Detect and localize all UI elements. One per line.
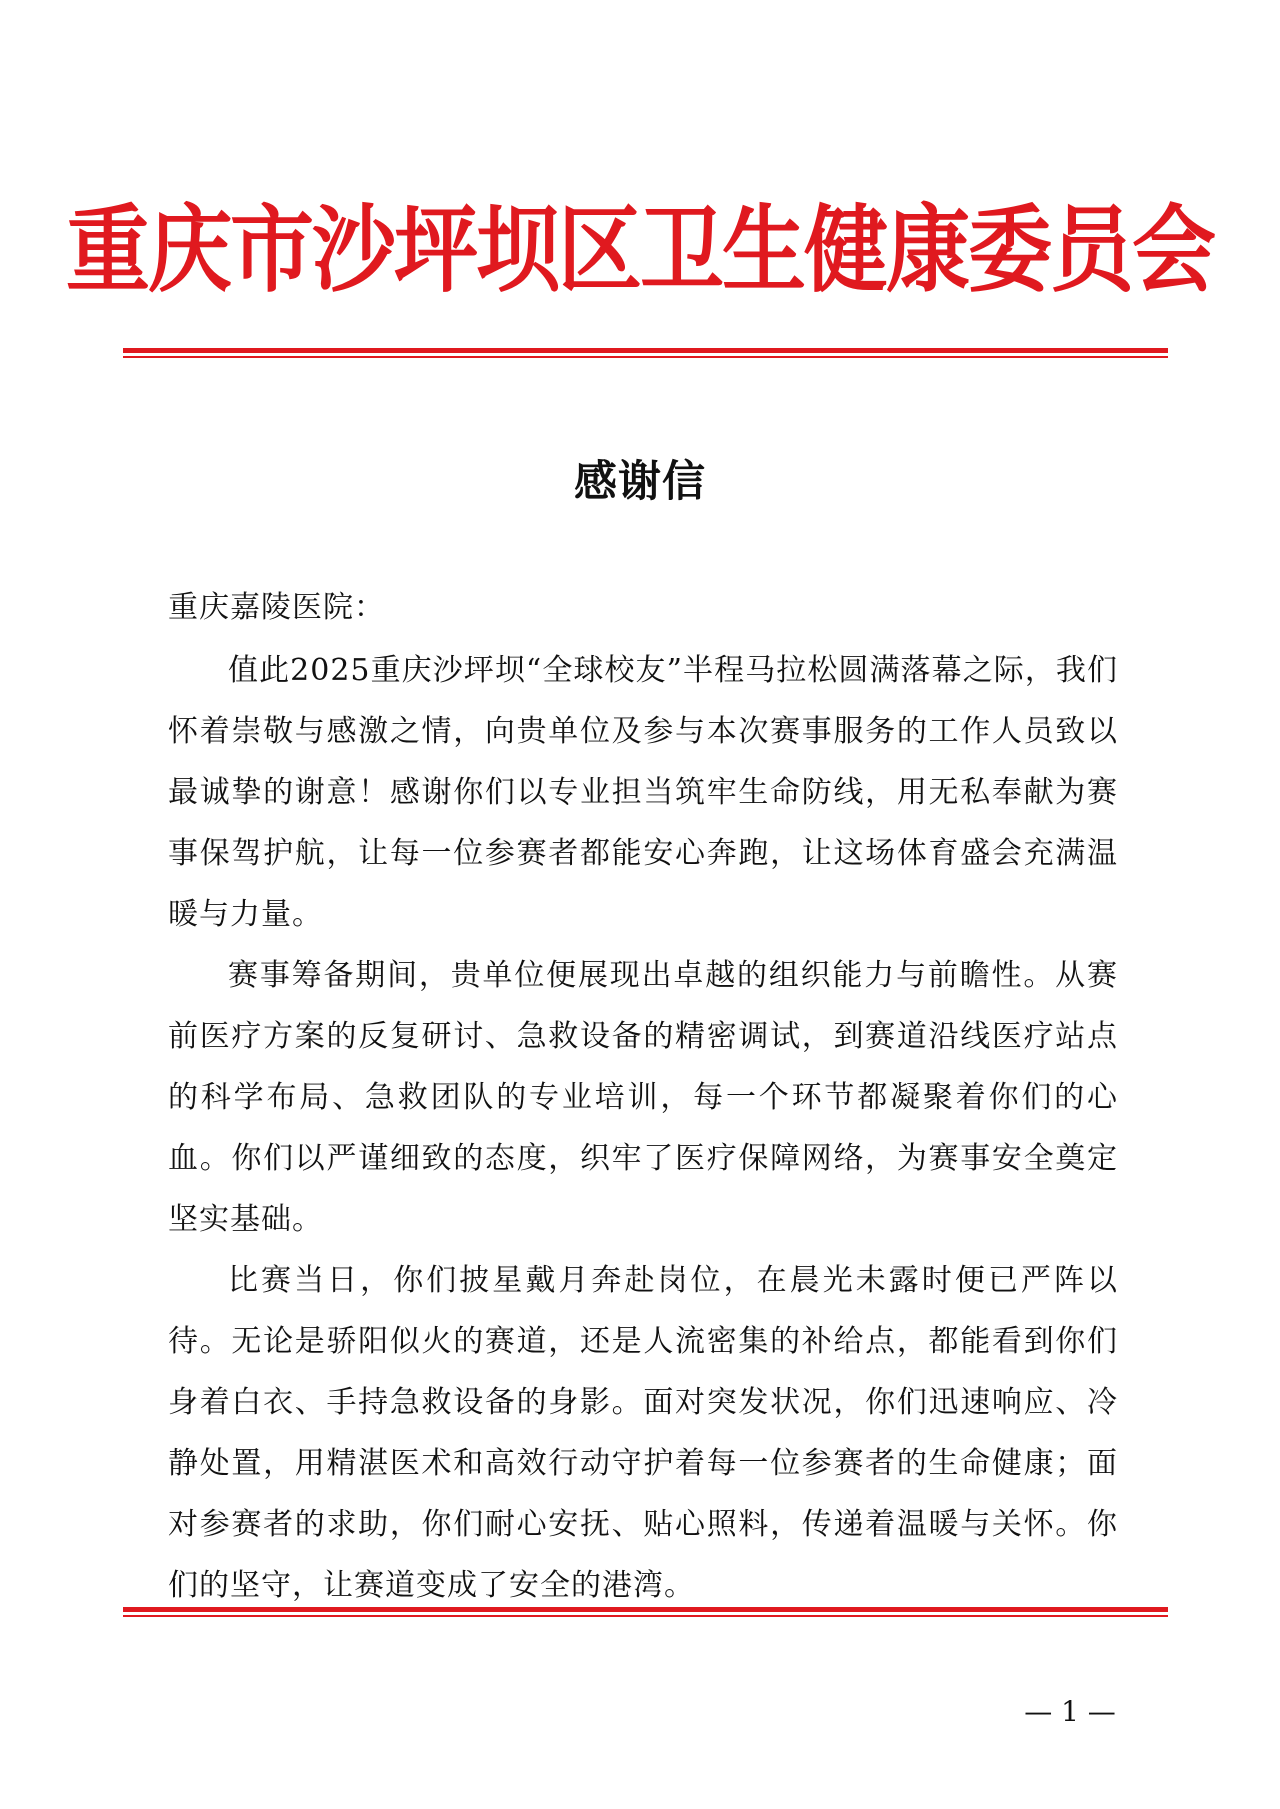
letterhead-title: 重庆市沙坪坝区卫生健康委员会 (65, 195, 1214, 305)
salutation: 重庆嘉陵医院： (168, 590, 385, 625)
letter-title: 感谢信 (574, 457, 706, 507)
paragraph-2: 赛事筹备期间，贵单位便展现出卓越的组织能力与前瞻性。从赛前医疗方案的反复研讨、急救设备的精密调试，到赛道沿线医疗站点的科学布局、急救团队的专业培训，每一个环节都凝聚着你们的心血。你们以严谨细致的态度，织牢了医疗保障网络，为赛事安全奠定坚实基础。 (168, 958, 1118, 1237)
paragraph-3: 比赛当日，你们披星戴月奔赴岗位，在晨光未露时便已严阵以待。无论是骄阳似火的赛道，还是人流密集的补给点，都能看到你们身着白衣、手持急救设备的身影。面对突发状况，你们迅速响应、冷静处置，用精湛医术和高效行动守护着每一位参赛者的生命健康；面对参赛者的求助，你们耐心安抚、贴心照料，传递着温暖与关怀。你们的坚守，让赛道变成了安全的港湾。 (168, 1263, 1118, 1603)
page-number: — 1 — (1024, 1695, 1116, 1728)
paragraph-1: 值此2025重庆沙坪坝“全球校友”半程马拉松圆满落幕之际，我们怀着崇敬与感激之情，向贵单位及参与本次赛事服务的工作人员致以最诚挚的谢意！感谢你们以专业担当筑牢生命防线，用无私奉献为赛事保驾护航，让每一位参赛者都能安心奔跑，让这场体育盛会充满温暖与力量。 (168, 653, 1118, 932)
header-rule-thin (123, 356, 1168, 358)
header-rule-thick (123, 348, 1168, 353)
footer-rule-thin (123, 1615, 1168, 1617)
letter-body (168, 640, 1118, 1616)
footer-rule-thick (123, 1607, 1168, 1612)
